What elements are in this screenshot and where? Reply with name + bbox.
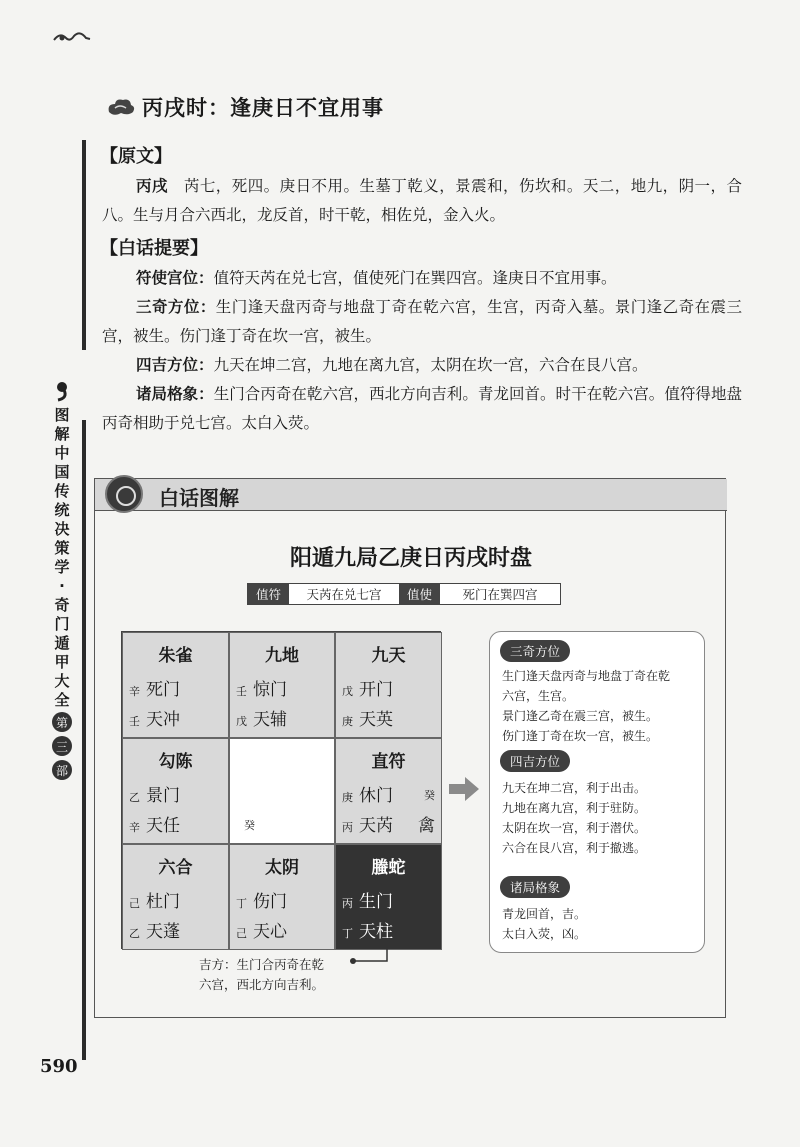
figure-box: [94, 478, 726, 1018]
corner-ornament-icon: [52, 30, 92, 46]
summary-item-2: 四吉方位：九天在坤二宫，九地在离九宫，太阴在坎一宫，六合在艮八宫。: [136, 356, 648, 374]
figure-header-label: 白话图解: [159, 486, 239, 510]
palace-gen: 六合 己 杜门 乙 天蓬: [122, 844, 229, 950]
original-lead: 丙戌: [136, 177, 168, 195]
side-title-text: 图解中国传统决策学·奇门遁甲大全: [54, 406, 70, 709]
left-rule-bottom: [82, 420, 86, 1060]
zhishi-tag: 值使: [399, 584, 440, 604]
palace-qian: 螣蛇 丙 生门 丁 天柱: [335, 844, 442, 950]
side-badge-1: 第: [52, 712, 72, 732]
section-heading: [106, 92, 384, 122]
zhifu-tag: 值符: [248, 584, 289, 604]
palace-center: 癸: [229, 738, 335, 844]
auspicious-caption: 吉方：生门合丙奇在乾 六宫，西北方向吉利。: [199, 957, 325, 992]
siji-text: 九天在坤二宫，利于出击。 九地在离九宫，利于驻防。 太阴在坎一宫，利于潜伏。 六合在艮八宫，利于撤逃。: [502, 781, 647, 855]
cloud-ornament-icon: [106, 96, 136, 118]
yinyang-icon: [105, 475, 143, 513]
palace-dui: 直符 庚 休门 癸 丙 天芮 禽: [335, 738, 442, 844]
zhifu-value: 天芮在兑七宫: [289, 584, 399, 604]
figure-header: [95, 479, 727, 511]
side-badge-2: 三: [52, 736, 72, 756]
palace-li: 九地 壬 惊门 戊 天辅: [229, 632, 335, 738]
palace-grid: [121, 631, 441, 949]
geju-text: 青龙回首，吉。 太白入荧，凶。: [502, 907, 587, 941]
summary-item-3: 诸局格象：生门合丙奇在乾六宫，西北方向吉利。青龙回首。时干在乾六宫。值符得地盘丙奇相助于兑七宫。太白入荧。: [102, 385, 742, 432]
arrow-right-icon: [447, 775, 481, 803]
zhishi-value: 死门在巽四宫: [440, 584, 560, 604]
palace-kan: 太阴 丁 伤门 己 天心: [229, 844, 335, 950]
geju-label: 诸局格象: [500, 876, 570, 898]
palace-xun: 朱雀 辛 死门 壬 天冲: [122, 632, 229, 738]
left-rule-top: [82, 140, 86, 350]
sanqi-text: 生门逢天盘丙奇与地盘丁奇在乾 六宫，生宫。 景门逢乙奇在震三宫，被生。 伤门逢丁奇在坎一宫，被生。: [502, 669, 671, 743]
info-panel: [489, 631, 705, 953]
original-paragraph: [102, 172, 742, 230]
summary-label: 【白话提要】: [100, 238, 208, 259]
palace-zhen: 勾陈 乙 景门 辛 天任: [122, 738, 229, 844]
chart-title: 阳遁九局乙庚日丙戌时盘: [289, 546, 532, 571]
section-title: 丙戌时：逢庚日不宜用事: [142, 96, 384, 120]
page-number: 590: [40, 1056, 78, 1077]
swirl-icon: [52, 380, 72, 402]
sanqi-label: 三奇方位: [500, 640, 570, 662]
summary-item-0: 符使宫位：值符天芮在兑七宫，值使死门在巽四宫。逢庚日不宜用事。: [136, 269, 617, 287]
duty-bar: [247, 583, 561, 605]
siji-label: 四吉方位: [500, 750, 570, 772]
original-text: 芮七，死四。庚日不用。生墓丁乾义，景震和，伤坎和。天二，地九，阴一，合八。生与月合六西北，龙反首，时干乾，相佐兑，金入火。: [102, 177, 742, 224]
palace-kun: 九天 戊 开门 庚 天英: [335, 632, 442, 738]
side-badge-3: 部: [52, 760, 72, 780]
caption-leader-line: [349, 949, 389, 971]
side-series-title: [50, 380, 74, 782]
summary-item-1: 三奇方位：生门逢天盘丙奇与地盘丁奇在乾六宫，生宫，丙奇入墓。景门逢乙奇在震三宫，被生。伤门逢丁奇在坎一宫，被生。: [102, 298, 742, 345]
original-label: 【原文】: [100, 146, 172, 167]
